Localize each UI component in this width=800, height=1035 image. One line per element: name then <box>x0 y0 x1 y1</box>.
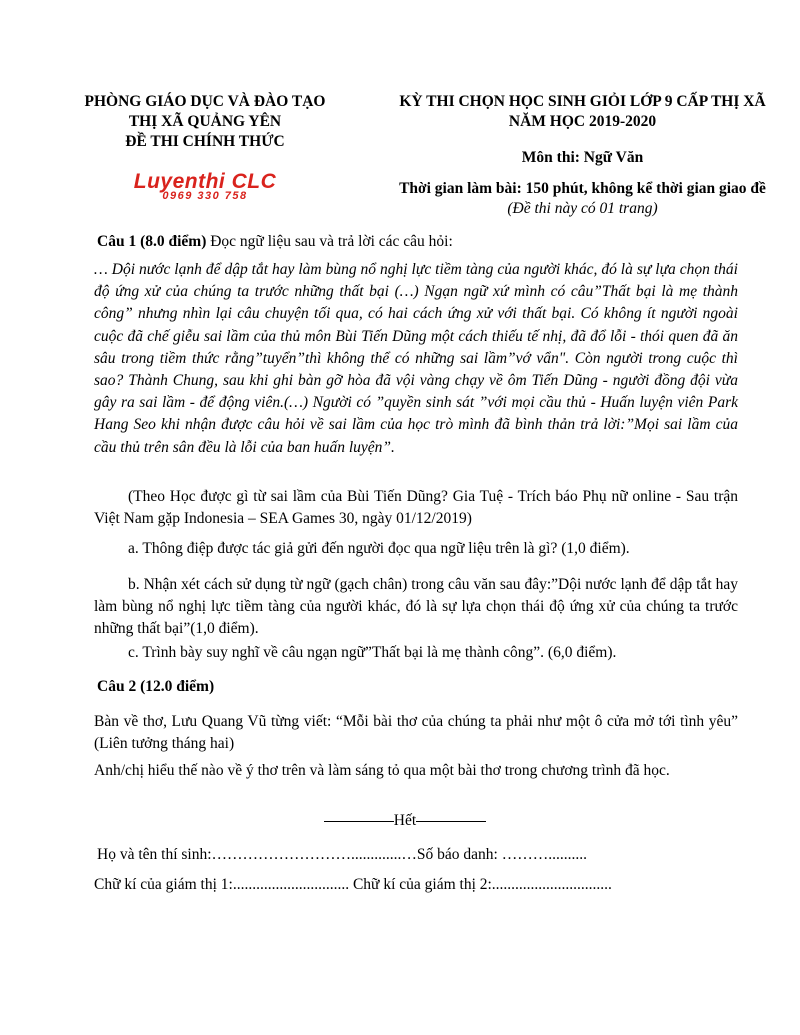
official-exam-label: ĐỀ THI CHÍNH THỨC <box>125 133 285 150</box>
supervisor-signature-line: Chữ kí của giám thị 1:.............................. Chữ kí của giám thị 2:............................... <box>94 876 612 893</box>
question-1-title: Câu 1 (8.0 điểm) <box>97 233 207 250</box>
passage-source: (Theo Học được gì từ sai lầm của Bùi Tiến Dũng? Gia Tuệ - Trích báo Phụ nữ online - Sau trận Việt Nam gặp Indonesia – SEA Games 30, ngày 01/12/2019) <box>94 488 738 528</box>
school-year: NĂM HỌC 2019-2020 <box>508 113 657 130</box>
question-2-task: Anh/chị hiểu thế nào về ý thơ trên và làm sáng tỏ qua một bài thơ trong chương trình đã học. <box>94 762 670 779</box>
town-name: THỊ XÃ QUẢNG YÊN <box>128 113 282 130</box>
logo-phone: 0969 330 758 <box>162 190 248 202</box>
time-label: Thời gian làm bài: 150 phút, không kể thời gian giao đề <box>399 180 766 197</box>
luyenthi-logo <box>130 170 280 202</box>
question-1-heading <box>97 233 737 251</box>
reading-passage: … Dội nước lạnh để dập tắt hay làm bùng nổ nghị lực tiềm tàng của người khác, đó là sự lựa chọn thái độ ứng xử của chúng ta trước những thất bại (…) Ngạn ngữ xứ mình có câu”Thất bại là mẹ thành công” nhưng nhìn lại câu chuyện tối qua, có hai cách ứng xử với thất bại. Có không ít người ngoài cuộc đã chế giễu sai lầm của thủ môn Bùi Tiến Dũng một cách thiếu tế nhị, đã đổ lỗi - thói quen đã ăn sâu trong tiềm thức rằng”tuyển”thì không thể có những sai lầm”vớ vẩn". Còn người trong cuộc thì sao? Thành Chung, sau khi ghi bàn gỡ hòa đã vội vàng chạy về ôm Tiến Dũng - người đồng đội vừa gây ra sai lầm - để động viên.(…) Người có ”quyền sinh sát ”với mọi cầu thủ - Huấn luyện viên Park Hang Seo khi nhận được câu hỏi về sai lầm của học trò mình đã bình thản trả lời:”Mọi sai lầm của cầu thủ trên sân đều là lỗi của ban huấn luyện”. <box>94 261 738 456</box>
question-2-quote: Bàn về thơ, Lưu Quang Vũ từng viết: “Mỗi bài thơ của chúng ta phải như một ô cửa mở tới tình yêu” (Liên tưởng tháng hai) <box>94 713 738 753</box>
end-marker <box>270 812 540 830</box>
exam-title: KỲ THI CHỌN HỌC SINH GIỎI LỚP 9 CẤP THỊ XÃ <box>399 93 766 110</box>
logo-name: Luyenthi CLC <box>133 170 277 193</box>
subject-label: Môn thi: Ngữ Văn <box>521 149 644 166</box>
question-1c: c. Trình bày suy nghĩ về câu ngạn ngữ”Thất bại là mẹ thành công”. (6,0 điểm). <box>128 644 617 661</box>
question-1-prompt: Đọc ngữ liệu sau và trả lời các câu hỏi: <box>206 233 453 250</box>
end-rule-right <box>416 821 486 822</box>
question-1b: b. Nhận xét cách sử dụng từ ngữ (gạch chân) trong câu văn sau đây:”Dội nước lạnh để dập tắt hay làm bùng nổ nghị lực tiềm tàng của người khác, đó là sự lựa chọn thái độ ứng xử của chúng ta trước những thất bại”(1,0 điểm). <box>94 576 738 638</box>
question-1a: a. Thông điệp được tác giả gửi đến người đọc qua ngữ liệu trên là gì? (1,0 điểm). <box>128 540 630 557</box>
header-right <box>375 92 790 132</box>
page-count-note: (Đề thi này có 01 trang) <box>507 200 658 217</box>
end-label: Hết <box>393 812 417 829</box>
candidate-info-line: Họ và tên thí sinh:……………………….............…Số báo danh: ……….......... <box>97 846 587 863</box>
end-rule-left <box>324 821 394 822</box>
question-2-title: Câu 2 (12.0 điểm) <box>97 678 215 695</box>
department-name: PHÒNG GIÁO DỤC VÀ ĐÀO TẠO <box>84 93 326 110</box>
header-left <box>40 92 370 152</box>
